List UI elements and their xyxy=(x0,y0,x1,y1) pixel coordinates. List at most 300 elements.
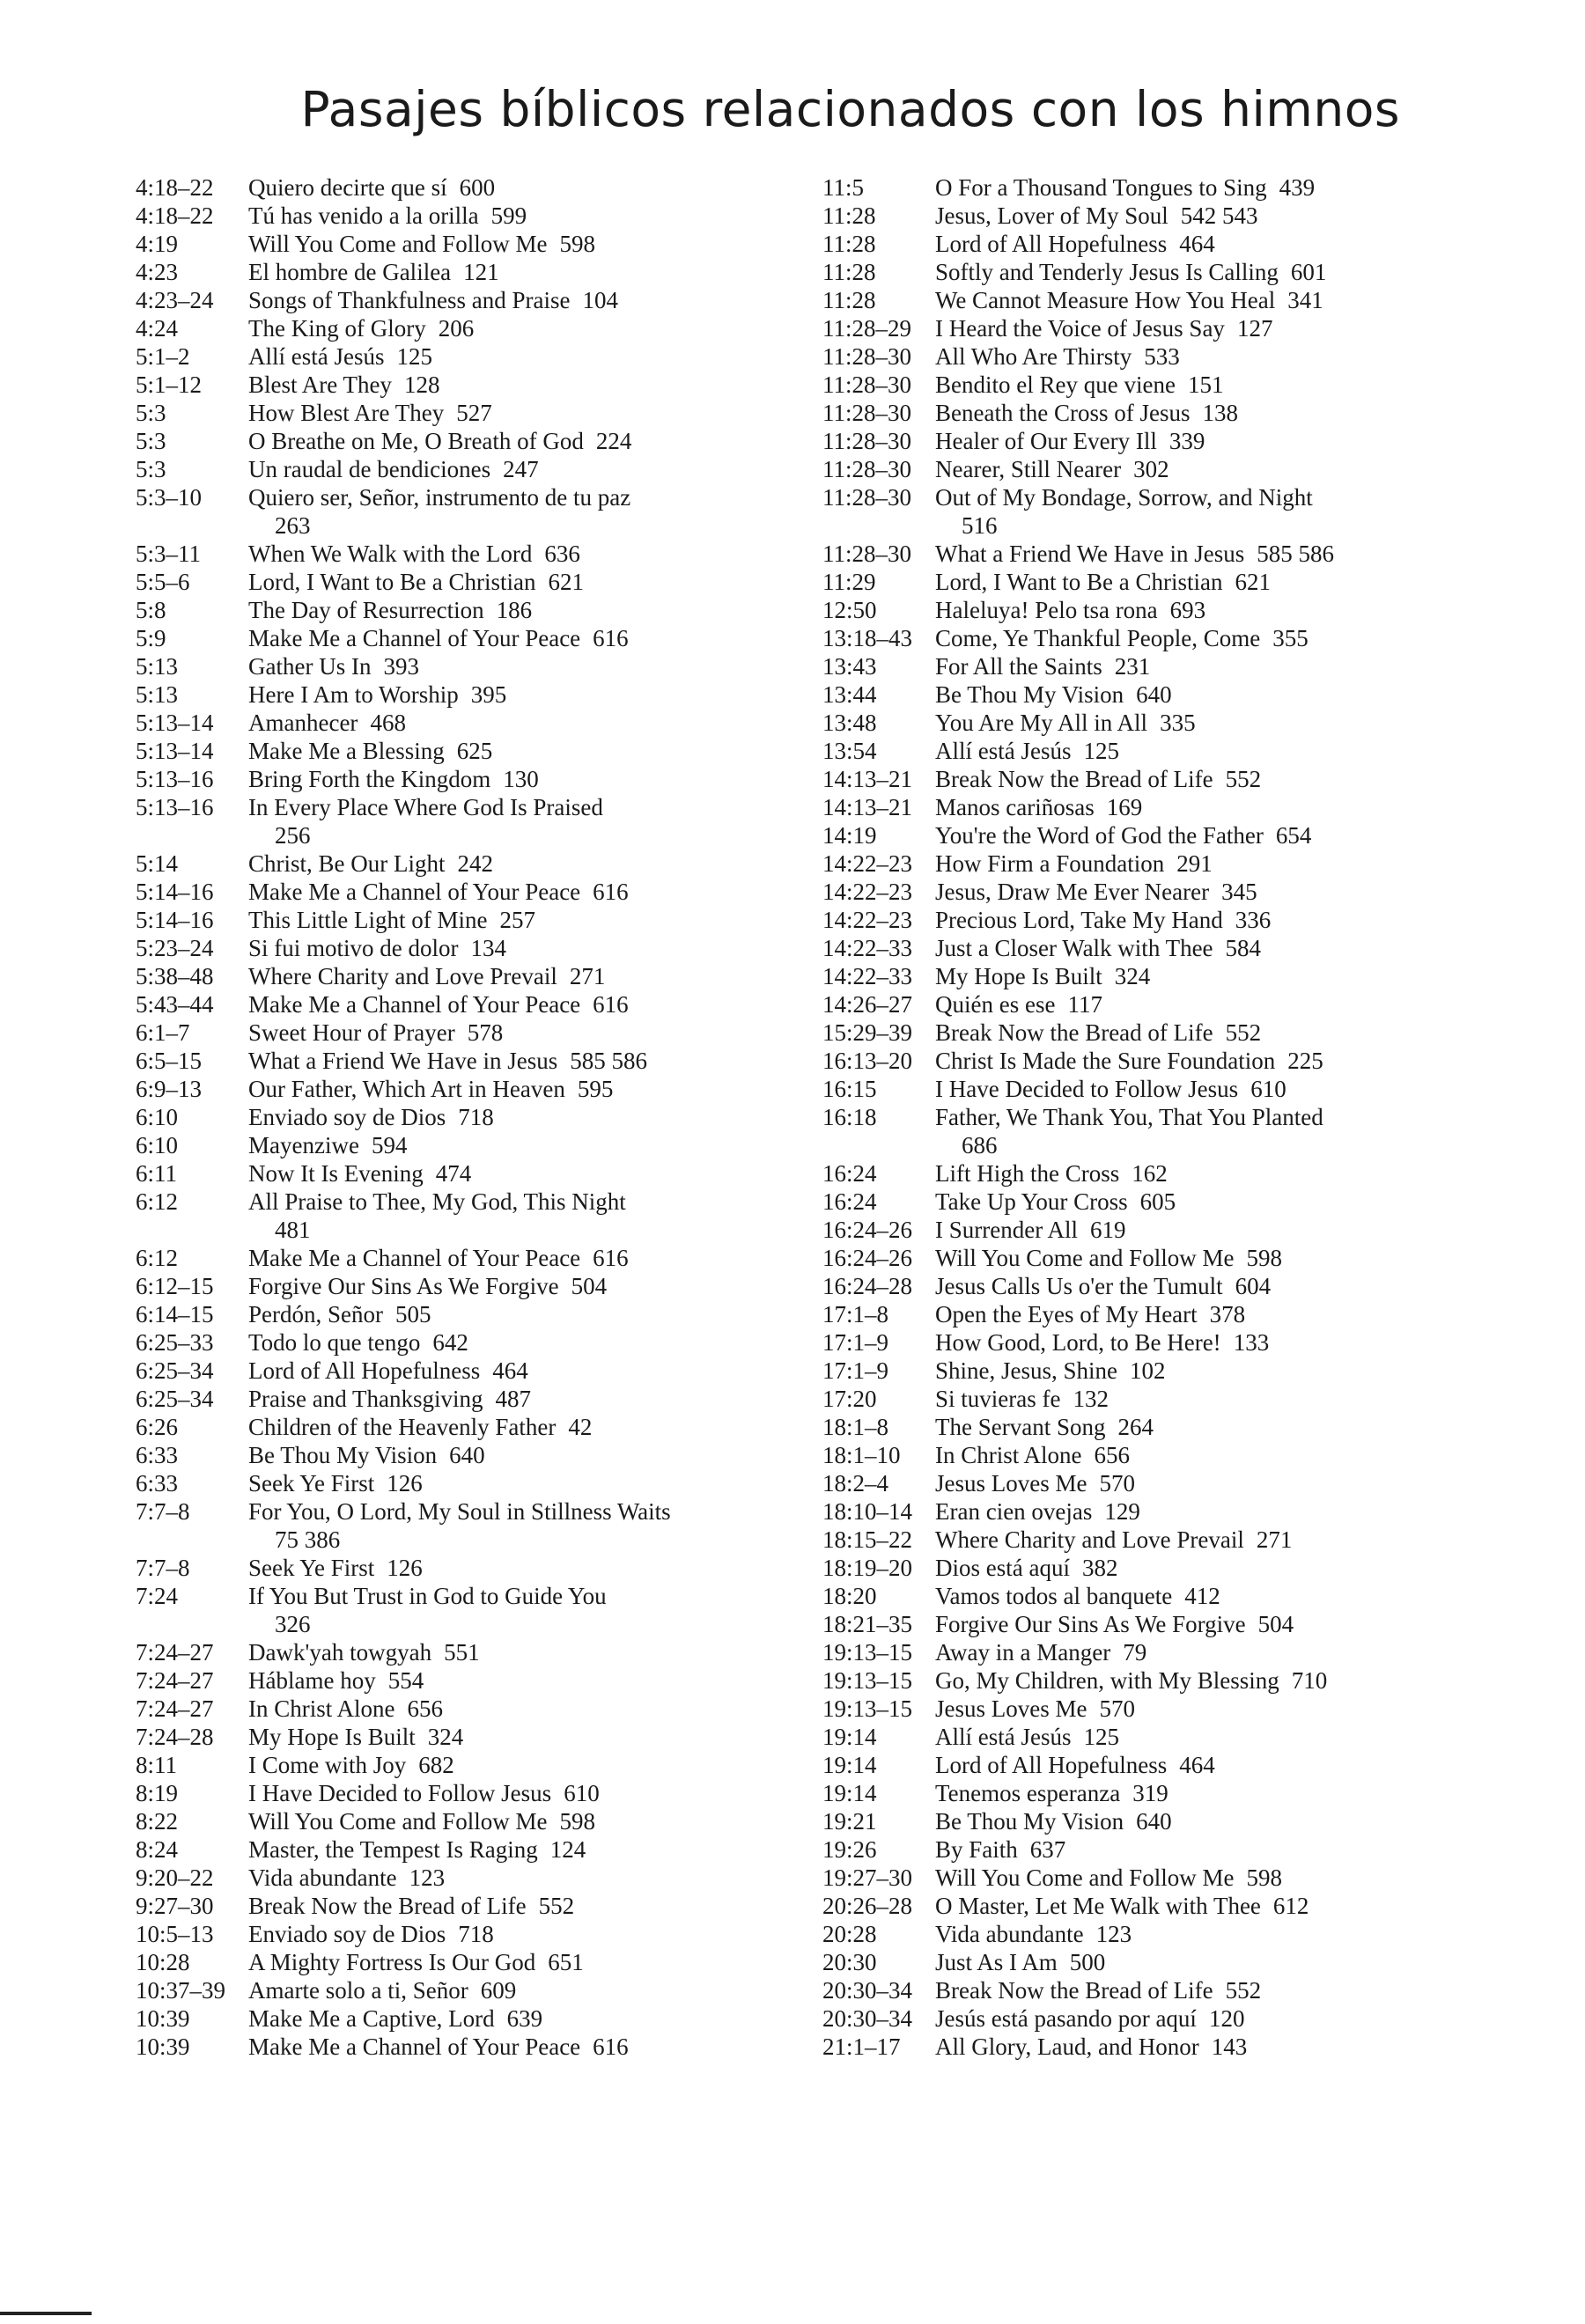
hymn-title: Here I Am to Worship xyxy=(248,681,459,708)
hymn-title: Be Thou My Vision xyxy=(935,1808,1124,1835)
hymn-title: Haleluya! Pelo tsa rona xyxy=(935,597,1158,623)
hymn-entry xyxy=(248,1244,713,1272)
list-item xyxy=(132,709,713,737)
hymn-number: 393 xyxy=(383,653,419,680)
hymn-title: My Hope Is Built xyxy=(248,1724,416,1750)
hymn-entry xyxy=(935,1047,1418,1075)
scripture-reference: 5:3 xyxy=(136,400,166,426)
list-item xyxy=(132,314,713,342)
hymn-entry xyxy=(248,427,713,455)
list-item xyxy=(819,1864,1418,1892)
hymn-number: 355 xyxy=(1272,625,1309,651)
scripture-reference: 13:48 xyxy=(822,710,877,736)
hymn-title: O Breathe on Me, O Breath of God xyxy=(248,428,584,454)
list-item xyxy=(819,1188,1418,1216)
hymn-entry xyxy=(935,1497,1418,1526)
hymn-title: Bendito el Rey que viene xyxy=(935,371,1176,398)
hymn-number: 554 xyxy=(387,1667,424,1694)
scripture-reference: 7:24–27 xyxy=(136,1667,214,1694)
hymn-title: Be Thou My Vision xyxy=(248,1442,438,1468)
hymn-number: 505 xyxy=(394,1301,431,1327)
scripture-reference: 9:20–22 xyxy=(136,1864,214,1891)
hymn-title: How Blest Are They xyxy=(248,400,445,426)
hymn-number: 598 xyxy=(1246,1864,1282,1891)
scripture-reference: 7:24–27 xyxy=(136,1695,214,1722)
hymn-number: 464 xyxy=(1179,1752,1215,1778)
scripture-reference: 16:24–26 xyxy=(822,1217,913,1243)
hymn-title: Now It Is Evening xyxy=(248,1160,424,1187)
list-item xyxy=(819,427,1418,455)
hymn-entry xyxy=(248,258,713,286)
list-item xyxy=(132,1554,713,1582)
list-item xyxy=(132,483,713,540)
hymn-number: 621 xyxy=(548,569,585,595)
hymn-entry xyxy=(248,1357,713,1385)
hymn-title: Háblame hoy xyxy=(248,1667,376,1694)
hymn-title: We Cannot Measure How You Heal xyxy=(935,287,1276,313)
hymn-entry xyxy=(935,314,1418,342)
hymn-entry xyxy=(935,2004,1418,2033)
scripture-reference: 6:10 xyxy=(136,1132,179,1158)
hymn-entry xyxy=(248,1385,713,1413)
hymn-number: 639 xyxy=(506,2005,543,2032)
list-item xyxy=(819,624,1418,652)
hymn-number: 474 xyxy=(435,1160,472,1187)
scripture-reference: 5:3 xyxy=(136,456,166,482)
hymn-number: 124 xyxy=(549,1836,586,1863)
hymn-title: I Heard the Voice of Jesus Say xyxy=(935,315,1225,342)
list-item xyxy=(819,878,1418,906)
scripture-reference: 14:13–21 xyxy=(822,794,913,820)
hymn-number: 130 xyxy=(503,766,539,792)
list-item xyxy=(132,1920,713,1948)
list-item xyxy=(819,258,1418,286)
scripture-reference: 10:39 xyxy=(136,2034,190,2060)
list-item xyxy=(819,1019,1418,1047)
list-item xyxy=(819,709,1418,737)
hymn-number: 637 xyxy=(1029,1836,1066,1863)
hymn-number: 335 xyxy=(1160,710,1196,736)
scripture-reference: 14:22–33 xyxy=(822,963,913,989)
scripture-reference: 19:13–15 xyxy=(822,1695,913,1722)
hymn-title: Come, Ye Thankful People, Come xyxy=(935,625,1261,651)
hymn-number: 256 xyxy=(275,822,311,849)
hymn-entry xyxy=(935,173,1418,202)
hymn-title: Un raudal de bendiciones xyxy=(248,456,491,482)
scripture-reference: 19:13–15 xyxy=(822,1639,913,1666)
scripture-reference: 14:26–27 xyxy=(822,991,913,1018)
hymn-title: Lift High the Cross xyxy=(935,1160,1120,1187)
hymn-entry xyxy=(248,1864,713,1892)
hymn-number: 143 xyxy=(1211,2034,1248,2060)
hymn-title: Manos cariñosas xyxy=(935,794,1095,820)
scripture-reference: 5:3–10 xyxy=(136,484,203,511)
hymn-title: What a Friend We Have in Jesus xyxy=(935,541,1245,567)
hymn-number: 605 xyxy=(1139,1188,1176,1215)
hymn-title: Jesus Loves Me xyxy=(935,1470,1087,1497)
hymn-title: Enviado soy de Dios xyxy=(248,1104,446,1130)
hymn-title: Jesus Loves Me xyxy=(935,1695,1087,1722)
hymn-number: 654 xyxy=(1275,822,1312,849)
list-item xyxy=(132,1582,713,1638)
hymn-entry xyxy=(935,906,1418,934)
hymn-number: 527 xyxy=(456,400,492,426)
hymn-title: A Mighty Fortress Is Our God xyxy=(248,1949,536,1975)
hymn-entry xyxy=(248,399,713,427)
scripture-reference: 11:28–30 xyxy=(822,484,911,511)
scripture-reference: 11:28 xyxy=(822,259,876,285)
hymn-entry xyxy=(248,1103,713,1131)
hymn-title: Bring Forth the Kingdom xyxy=(248,766,491,792)
hymn-entry xyxy=(935,1976,1418,2004)
list-item xyxy=(132,1357,713,1385)
hymn-number: 127 xyxy=(1236,315,1273,342)
list-item xyxy=(819,1779,1418,1807)
hymn-entry xyxy=(248,286,713,314)
list-item xyxy=(819,596,1418,624)
hymn-entry xyxy=(935,624,1418,652)
hymn-entry xyxy=(935,202,1418,230)
hymn-entry xyxy=(935,1892,1418,1920)
hymn-entry xyxy=(935,1188,1418,1216)
hymn-number: 640 xyxy=(1136,681,1172,708)
hymn-entry xyxy=(935,1835,1418,1864)
hymn-title: Todo lo que tengo xyxy=(248,1329,421,1356)
scripture-reference: 5:1–12 xyxy=(136,371,203,398)
list-item xyxy=(132,1864,713,1892)
hymn-number: 104 xyxy=(582,287,618,313)
hymn-entry xyxy=(935,934,1418,962)
hymn-entry xyxy=(935,399,1418,427)
scripture-reference: 16:13–20 xyxy=(822,1048,913,1074)
hymn-number: 125 xyxy=(1083,1724,1119,1750)
scripture-reference: 6:25–33 xyxy=(136,1329,214,1356)
hymn-title: Make Me a Captive, Lord xyxy=(248,2005,495,2032)
hymn-title: Make Me a Channel of Your Peace xyxy=(248,879,581,905)
hymn-number: 169 xyxy=(1106,794,1143,820)
hymn-number: 247 xyxy=(503,456,539,482)
hymn-title: How Firm a Foundation xyxy=(935,850,1165,877)
list-item xyxy=(132,1948,713,1976)
hymn-entry xyxy=(248,680,713,709)
scripture-reference: 11:28–30 xyxy=(822,456,911,482)
list-item xyxy=(819,1441,1418,1469)
list-item xyxy=(819,1610,1418,1638)
hymn-title: Blest Are They xyxy=(248,371,392,398)
scripture-reference: 19:27–30 xyxy=(822,1864,913,1891)
hymn-entry xyxy=(935,878,1418,906)
hymn-number: 324 xyxy=(427,1724,464,1750)
list-item xyxy=(819,652,1418,680)
hymn-title: Christ Is Made the Sure Foundation xyxy=(935,1048,1276,1074)
scripture-reference: 6:26 xyxy=(136,1414,179,1440)
scripture-reference: 18:21–35 xyxy=(822,1611,913,1637)
list-item xyxy=(132,202,713,230)
hymn-title: Break Now the Bread of Life xyxy=(935,1019,1213,1046)
hymn-title: Quién es ese xyxy=(935,991,1056,1018)
hymn-number: 604 xyxy=(1235,1273,1272,1299)
hymn-number: 134 xyxy=(470,935,506,961)
hymn-title: Dios está aquí xyxy=(935,1555,1070,1581)
list-item xyxy=(819,455,1418,483)
hymn-title: In Every Place Where God Is Praised xyxy=(248,794,603,820)
scripture-reference: 10:5–13 xyxy=(136,1921,214,1947)
hymn-number: 656 xyxy=(407,1695,443,1722)
hymn-number: 102 xyxy=(1130,1357,1166,1384)
scripture-reference: 5:1–2 xyxy=(136,343,190,370)
scripture-reference: 17:1–9 xyxy=(822,1357,889,1384)
list-item xyxy=(819,1469,1418,1497)
hymn-title: Si tuvieras fe xyxy=(935,1386,1061,1412)
hymn-entry xyxy=(248,1695,713,1723)
scripture-reference: 11:28–30 xyxy=(822,428,911,454)
hymn-number: 123 xyxy=(409,1864,446,1891)
hymn-entry xyxy=(248,2004,713,2033)
list-item xyxy=(819,540,1418,568)
hymn-entry xyxy=(935,709,1418,737)
hymn-number: 128 xyxy=(403,371,440,398)
scripture-reference: 17:20 xyxy=(822,1386,877,1412)
list-item xyxy=(819,1357,1418,1385)
hymn-number: 132 xyxy=(1073,1386,1109,1412)
list-item xyxy=(132,1385,713,1413)
scripture-reference: 8:22 xyxy=(136,1808,179,1835)
list-item xyxy=(819,849,1418,878)
hymn-number: 271 xyxy=(1256,1526,1293,1553)
list-item xyxy=(132,1188,713,1244)
hymn-number: 263 xyxy=(275,512,311,539)
hymn-entry xyxy=(935,427,1418,455)
hymn-entry xyxy=(248,990,713,1019)
hymn-entry xyxy=(248,1075,713,1103)
list-item xyxy=(819,342,1418,371)
hymn-number: 640 xyxy=(1136,1808,1172,1835)
list-item xyxy=(819,1807,1418,1835)
scripture-reference: 15:29–39 xyxy=(822,1019,913,1046)
hymn-entry xyxy=(935,1103,1418,1159)
hymn-entry xyxy=(248,1019,713,1047)
hymn-title: Father, We Thank You, That You Planted xyxy=(935,1104,1323,1130)
hymn-entry xyxy=(935,483,1418,540)
hymn-number: 225 xyxy=(1287,1048,1323,1074)
hymn-number: 291 xyxy=(1176,850,1213,877)
scripture-reference: 11:28 xyxy=(822,202,876,229)
hymn-number: 570 xyxy=(1099,1695,1135,1722)
list-item xyxy=(819,1385,1418,1413)
scripture-reference: 6:5–15 xyxy=(136,1048,203,1074)
list-item xyxy=(132,737,713,765)
hymn-title: Forgive Our Sins As We Forgive xyxy=(935,1611,1246,1637)
list-item xyxy=(132,1244,713,1272)
hymn-number: 718 xyxy=(458,1104,494,1130)
list-item xyxy=(819,934,1418,962)
hymn-entry xyxy=(248,1666,713,1695)
scripture-reference: 16:24–26 xyxy=(822,1245,913,1271)
hymn-title: Gather Us In xyxy=(248,653,372,680)
hymn-number: 686 xyxy=(962,1132,998,1158)
hymn-number: 120 xyxy=(1208,2005,1245,2032)
hymn-number: 481 xyxy=(275,1217,311,1243)
hymn-entry xyxy=(935,568,1418,596)
scripture-reference: 6:25–34 xyxy=(136,1357,214,1384)
hymn-title: How Good, Lord, to Be Here! xyxy=(935,1329,1221,1356)
scripture-reference: 6:12 xyxy=(136,1245,179,1271)
hymn-number: 585 586 xyxy=(570,1048,647,1074)
hymn-entry xyxy=(935,737,1418,765)
hymn-entry xyxy=(935,1385,1418,1413)
hymn-title: Quiero ser, Señor, instrumento de tu paz xyxy=(248,484,631,511)
scripture-reference: 18:1–10 xyxy=(822,1442,901,1468)
list-item xyxy=(132,1892,713,1920)
hymn-number: 341 xyxy=(1287,287,1323,313)
scripture-reference: 17:1–8 xyxy=(822,1301,889,1327)
hymn-title: Break Now the Bread of Life xyxy=(248,1893,527,1919)
list-item xyxy=(132,878,713,906)
hymn-entry xyxy=(248,709,713,737)
hymn-number: 151 xyxy=(1187,371,1224,398)
hymn-title: Praise and Thanksgiving xyxy=(248,1386,483,1412)
hymn-entry xyxy=(248,906,713,934)
scripture-reference: 7:24 xyxy=(136,1583,179,1609)
scripture-reference: 6:9–13 xyxy=(136,1076,203,1102)
hymn-number: 125 xyxy=(396,343,432,370)
hymn-entry xyxy=(935,1159,1418,1188)
hymn-entry xyxy=(935,680,1418,709)
hymn-entry xyxy=(935,849,1418,878)
list-item xyxy=(132,624,713,652)
hymn-title: Enviado soy de Dios xyxy=(248,1921,446,1947)
scripture-reference: 7:7–8 xyxy=(136,1555,190,1581)
hymn-title: Take Up Your Cross xyxy=(935,1188,1128,1215)
list-item xyxy=(132,1300,713,1328)
hymn-number: 616 xyxy=(593,625,629,651)
list-item xyxy=(819,1723,1418,1751)
scripture-reference: 20:30 xyxy=(822,1949,877,1975)
hymn-number: 710 xyxy=(1291,1667,1328,1694)
scripture-reference: 20:26–28 xyxy=(822,1893,913,1919)
hymn-title: I Have Decided to Follow Jesus xyxy=(248,1780,552,1806)
list-item xyxy=(132,906,713,934)
scripture-reference: 5:43–44 xyxy=(136,991,214,1018)
hymn-title: Where Charity and Love Prevail xyxy=(248,963,557,989)
list-item xyxy=(132,286,713,314)
hymn-entry xyxy=(935,1638,1418,1666)
hymn-title: Healer of Our Every Ill xyxy=(935,428,1157,454)
list-item xyxy=(132,230,713,258)
hymn-title: Seek Ye First xyxy=(248,1470,375,1497)
hymn-entry xyxy=(248,568,713,596)
list-item xyxy=(819,1244,1418,1272)
hymn-number: 640 xyxy=(449,1442,485,1468)
hymn-title: You're the Word of God the Father xyxy=(935,822,1264,849)
hymn-title: Beneath the Cross of Jesus xyxy=(935,400,1191,426)
scripture-reference: 5:14–16 xyxy=(136,907,214,933)
list-item xyxy=(819,765,1418,793)
scripture-reference: 4:23 xyxy=(136,259,179,285)
hymn-title: Will You Come and Follow Me xyxy=(248,231,548,257)
hymn-title: For You, O Lord, My Soul in Stillness Waits xyxy=(248,1498,671,1525)
list-item xyxy=(819,1920,1418,1948)
hymn-title: O Master, Let Me Walk with Thee xyxy=(935,1893,1261,1919)
scripture-reference: 6:10 xyxy=(136,1104,179,1130)
hymn-number: 242 xyxy=(457,850,493,877)
hymn-number: 224 xyxy=(595,428,632,454)
scripture-reference: 14:22–33 xyxy=(822,935,913,961)
hymn-entry xyxy=(248,540,713,568)
hymn-number: 326 xyxy=(275,1611,311,1637)
hymn-number: 504 xyxy=(571,1273,608,1299)
hymn-number: 516 xyxy=(962,512,998,539)
hymn-number: 594 xyxy=(371,1132,408,1158)
scripture-reference: 18:1–8 xyxy=(822,1414,889,1440)
hymn-number: 126 xyxy=(387,1555,423,1581)
list-item xyxy=(132,1723,713,1751)
list-item xyxy=(132,1019,713,1047)
hymn-title: What a Friend We Have in Jesus xyxy=(248,1048,558,1074)
hymn-entry xyxy=(935,371,1418,399)
list-item xyxy=(132,1976,713,2004)
scripture-reference: 19:21 xyxy=(822,1808,877,1835)
scripture-reference: 10:28 xyxy=(136,1949,190,1975)
list-item xyxy=(819,1948,1418,1976)
hymn-number: 395 xyxy=(470,681,507,708)
hymn-entry xyxy=(248,483,713,540)
scripture-reference: 11:28–30 xyxy=(822,343,911,370)
hymn-number: 616 xyxy=(593,879,629,905)
hymn-entry xyxy=(248,1920,713,1948)
hymn-entry xyxy=(248,1131,713,1159)
hymn-number: 610 xyxy=(1250,1076,1286,1102)
hymn-number: 619 xyxy=(1089,1217,1126,1243)
hymn-number: 542 543 xyxy=(1180,202,1258,229)
hymn-number: 264 xyxy=(1117,1414,1154,1440)
hymn-number: 129 xyxy=(1104,1498,1140,1525)
hymn-title: Tú has venido a la orilla xyxy=(248,202,479,229)
scripture-reference: 5:9 xyxy=(136,625,166,651)
scripture-reference: 17:1–9 xyxy=(822,1329,889,1356)
hymn-entry xyxy=(248,371,713,399)
hymn-entry xyxy=(248,342,713,371)
hymn-entry xyxy=(935,1554,1418,1582)
hymn-entry xyxy=(935,962,1418,990)
hymn-entry xyxy=(248,765,713,793)
list-item xyxy=(132,1666,713,1695)
list-item xyxy=(819,399,1418,427)
hymn-entry xyxy=(248,1751,713,1779)
list-item xyxy=(132,1638,713,1666)
scripture-reference: 5:13–16 xyxy=(136,794,214,820)
list-item xyxy=(819,1751,1418,1779)
hymn-title: Tenemos esperanza xyxy=(935,1780,1121,1806)
hymn-title: Allí está Jesús xyxy=(935,1724,1072,1750)
hymn-entry xyxy=(248,962,713,990)
scripture-reference: 5:13 xyxy=(136,653,179,680)
hymn-title: My Hope Is Built xyxy=(935,963,1102,989)
scripture-reference: 5:13–14 xyxy=(136,710,214,736)
hymn-title: Away in a Manger xyxy=(935,1639,1111,1666)
scripture-reference: 11:28 xyxy=(822,287,876,313)
hymn-number: 533 xyxy=(1144,343,1180,370)
hymn-number: 625 xyxy=(456,738,493,764)
hymn-number: 610 xyxy=(564,1780,600,1806)
scripture-reference: 13:18–43 xyxy=(822,625,913,651)
list-item xyxy=(132,1695,713,1723)
hymn-title: Make Me a Blessing xyxy=(248,738,445,764)
scripture-reference: 18:2–4 xyxy=(822,1470,889,1497)
hymn-title: All Praise to Thee, My God, This Night xyxy=(248,1188,626,1215)
hymn-title: Perdón, Señor xyxy=(248,1301,383,1327)
hymn-number: 504 xyxy=(1257,1611,1294,1637)
